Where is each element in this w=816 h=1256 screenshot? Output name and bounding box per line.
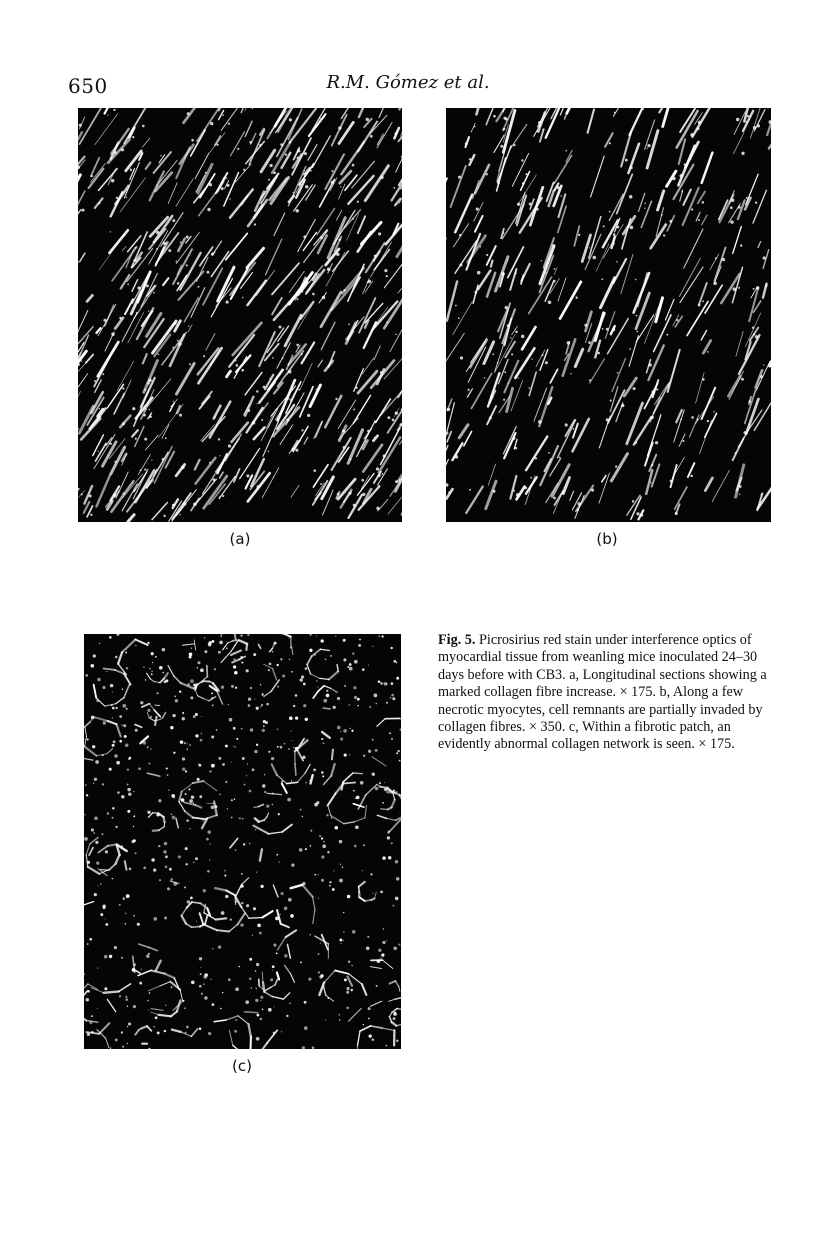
figure-caption-text: Picrosirius red stain under interference optics of myocardial tissue from weanling mice inoculated 24–30 days before with CB3. a, Longitudinal sections showing a marked collagen fibre increase. × 175. b, Along a few necrotic myocytes, cell remnants are partially invaded by collagen fibres. × 350. c, Within a fibrotic patch, an evidently abnormal collagen network is seen. × 175. <box>438 632 767 753</box>
page-number: 650 <box>68 74 108 98</box>
micrograph-b-image <box>446 108 771 522</box>
panel-label-b: (b) <box>596 530 618 548</box>
micrograph-panel-a <box>78 108 402 522</box>
panel-label-a: (a) <box>229 530 251 548</box>
running-head: R.M. Gómez et al. <box>326 72 490 93</box>
micrograph-c-image <box>84 634 401 1049</box>
micrograph-a-image <box>78 108 402 522</box>
micrograph-panel-c <box>84 634 401 1049</box>
panel-label-c: (c) <box>232 1057 252 1075</box>
micrograph-panel-b <box>446 108 771 522</box>
figure-caption-label: Fig. 5. <box>438 632 476 648</box>
figure-caption <box>438 632 768 754</box>
